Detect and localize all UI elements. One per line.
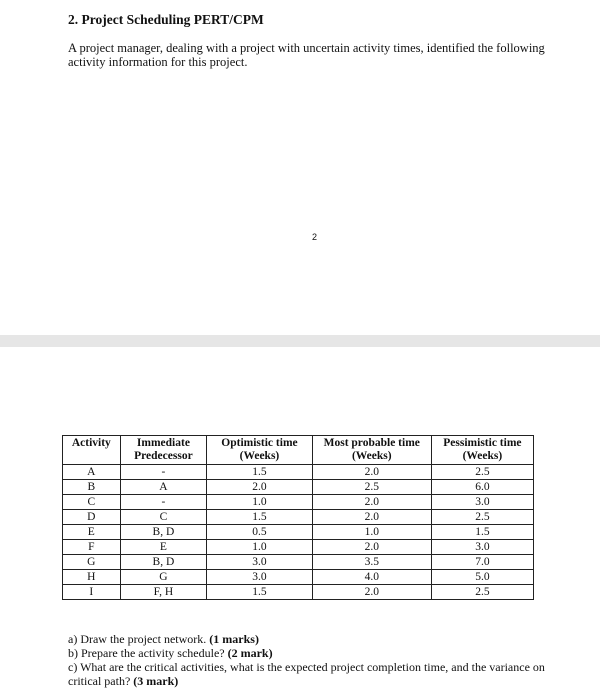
cell-activity: A [63, 465, 121, 480]
cell-predecessor: B, D [120, 525, 207, 540]
cell-most-probable: 2.0 [312, 540, 431, 555]
cell-pessimistic: 5.0 [431, 570, 533, 585]
header-most-probable: Most probable time (Weeks) [312, 436, 431, 465]
cell-optimistic: 3.0 [207, 570, 313, 585]
cell-predecessor: - [120, 495, 207, 510]
cell-activity: F [63, 540, 121, 555]
cell-optimistic: 1.0 [207, 540, 313, 555]
cell-pessimistic: 2.5 [431, 510, 533, 525]
cell-activity: E [63, 525, 121, 540]
activity-table [62, 435, 534, 600]
question-b-text: b) Prepare the activity schedule? [68, 646, 228, 660]
cell-predecessor: - [120, 465, 207, 480]
header-activity: Activity [63, 436, 121, 465]
page-two [0, 347, 600, 700]
question-c-text: c) What are the critical activities, what is the expected project completion time, and the variance on critical path? [68, 660, 545, 688]
cell-activity: C [63, 495, 121, 510]
cell-most-probable: 2.0 [312, 510, 431, 525]
section-heading: 2. Project Scheduling PERT/CPM [68, 12, 264, 27]
question-a [68, 632, 578, 646]
table-row [63, 555, 534, 570]
question-b-marks: (2 mark) [227, 646, 273, 660]
cell-predecessor: E [120, 540, 207, 555]
cell-pessimistic: 3.0 [431, 540, 533, 555]
cell-most-probable: 2.0 [312, 465, 431, 480]
page-number: 2 [312, 232, 318, 242]
cell-activity: I [63, 585, 121, 600]
cell-optimistic: 1.0 [207, 495, 313, 510]
cell-activity: H [63, 570, 121, 585]
header-predecessor: Immediate Predecessor [120, 436, 207, 465]
cell-predecessor: C [120, 510, 207, 525]
question-a-marks: (1 marks) [209, 632, 259, 646]
cell-pessimistic: 1.5 [431, 525, 533, 540]
cell-predecessor: G [120, 570, 207, 585]
header-optimistic: Optimistic time (Weeks) [207, 436, 313, 465]
question-c-marks: (3 mark) [133, 674, 179, 688]
table-row [63, 525, 534, 540]
cell-most-probable: 2.0 [312, 495, 431, 510]
cell-activity: G [63, 555, 121, 570]
table-row [63, 465, 534, 480]
questions-list [68, 632, 578, 688]
page-one [0, 0, 600, 335]
cell-predecessor: F, H [120, 585, 207, 600]
cell-pessimistic: 3.0 [431, 495, 533, 510]
table-row [63, 585, 534, 600]
cell-activity: D [63, 510, 121, 525]
cell-activity: B [63, 480, 121, 495]
intro-paragraph: A project manager, dealing with a project with uncertain activity times, identified the following activity information for this project. [68, 41, 545, 69]
header-pessimistic: Pessimistic time (Weeks) [431, 436, 533, 465]
cell-optimistic: 3.0 [207, 555, 313, 570]
cell-most-probable: 2.0 [312, 585, 431, 600]
cell-pessimistic: 6.0 [431, 480, 533, 495]
cell-predecessor: B, D [120, 555, 207, 570]
question-b [68, 646, 578, 660]
question-c [68, 660, 578, 688]
cell-most-probable: 3.5 [312, 555, 431, 570]
cell-pessimistic: 7.0 [431, 555, 533, 570]
cell-optimistic: 2.0 [207, 480, 313, 495]
cell-optimistic: 1.5 [207, 510, 313, 525]
table-row [63, 495, 534, 510]
cell-optimistic: 0.5 [207, 525, 313, 540]
table-header-row [63, 436, 534, 465]
cell-pessimistic: 2.5 [431, 465, 533, 480]
cell-pessimistic: 2.5 [431, 585, 533, 600]
cell-most-probable: 4.0 [312, 570, 431, 585]
table-row [63, 540, 534, 555]
cell-most-probable: 1.0 [312, 525, 431, 540]
cell-most-probable: 2.5 [312, 480, 431, 495]
table-row [63, 510, 534, 525]
table-row [63, 480, 534, 495]
table-row [63, 570, 534, 585]
question-a-text: a) Draw the project network. [68, 632, 210, 646]
page-break [0, 335, 600, 347]
cell-optimistic: 1.5 [207, 585, 313, 600]
cell-optimistic: 1.5 [207, 465, 313, 480]
cell-predecessor: A [120, 480, 207, 495]
